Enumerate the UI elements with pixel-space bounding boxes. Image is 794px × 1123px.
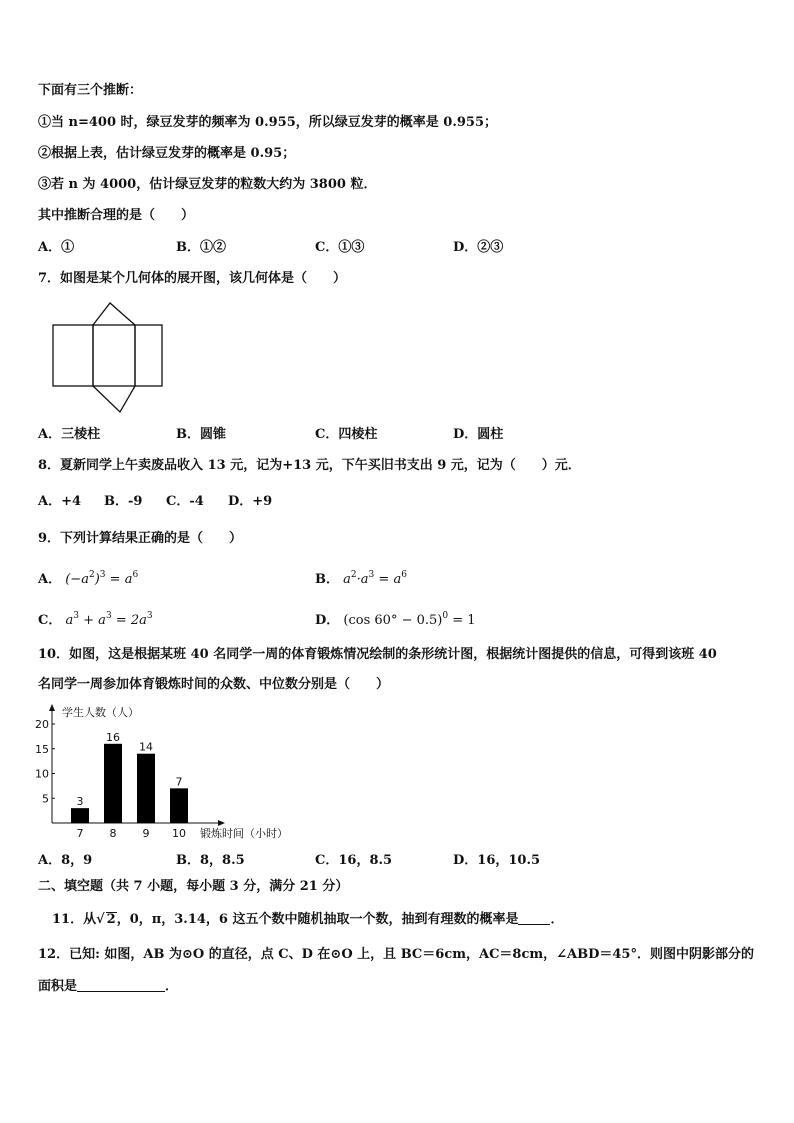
exercise-time-bar-chart xyxy=(34,702,324,844)
q9-option-a xyxy=(38,566,138,589)
x-axis-arrow xyxy=(218,820,225,826)
intro-question: 其中推断合理的是（ ） xyxy=(38,208,195,223)
y-tick-label-15: 15 xyxy=(35,742,49,756)
inference-2: ②根据上表，估计绿豆发芽的概率是 0.95； xyxy=(38,146,296,161)
y-axis-label: 学生人数（人） xyxy=(62,706,139,719)
q8-option-a: A．+4 xyxy=(38,494,82,509)
x-tick-label-8: 8 xyxy=(109,827,117,840)
q9-option-d-label: D． xyxy=(315,613,340,628)
q8-option-b: B．-9 xyxy=(104,494,143,509)
q9-option-a-label: A． xyxy=(38,572,62,587)
net-triangle-bottom xyxy=(93,386,135,412)
data-label-10: 7 xyxy=(175,775,183,789)
q8-option-c: C．-4 xyxy=(166,494,204,509)
intro-heading: 下面有三个推断： xyxy=(38,83,143,98)
data-label-9: 14 xyxy=(139,740,153,754)
q9-option-a-formula: $(-a^2)^3 = a^6$ xyxy=(65,570,139,587)
q11-stem: 11．从√ 2，0，π，3.14，6 这五个数中随机抽取一个数，抽到有理数的概率是 ． xyxy=(52,912,564,927)
q7-option-c: C．四棱柱 xyxy=(315,427,378,442)
inference-3: ③若 n 为 4000，估计绿豆发芽的粒数大约为 3800 粒． xyxy=(38,177,377,192)
intro-option-c: C．①③ xyxy=(315,240,365,255)
data-label-7: 3 xyxy=(76,795,84,809)
net-face-right xyxy=(135,325,162,386)
q9-option-d-formula: (cos 60° − 0.5)$^0$ = 1 xyxy=(343,611,476,628)
x-tick-label-7: 7 xyxy=(76,827,84,840)
q12-line2-prefix: 面积是 xyxy=(38,979,78,994)
bar-7 xyxy=(71,808,89,823)
q11-sqrt-arg: 2 xyxy=(106,912,116,927)
y-tick-label-10: 10 xyxy=(35,767,49,781)
y-tick-label-5: 5 xyxy=(42,792,49,806)
q9-option-b xyxy=(315,566,407,589)
x-axis-label: 锻炼时间（小时） xyxy=(200,827,288,840)
section2-title: 二、填空题（共 7 小题，每小题 3 分，满分 21 分） xyxy=(38,879,349,894)
net-triangle-top xyxy=(93,303,135,325)
q9-stem: 9．下列计算结果正确的是（ ） xyxy=(38,531,243,546)
q9-option-b-formula: $a^2\cdot a^3 = a^6$ xyxy=(343,570,407,587)
q10-option-d: D．16，10.5 xyxy=(453,853,541,868)
q12-line2 xyxy=(38,977,178,996)
intro-option-b: B．①② xyxy=(176,240,226,255)
q12-end: ． xyxy=(165,979,179,994)
q10-option-a: A．8，9 xyxy=(38,853,93,868)
bar-9 xyxy=(137,754,155,823)
bar-8 xyxy=(104,744,122,823)
q7-option-d: D．圆柱 xyxy=(453,427,504,442)
q11-end: ． xyxy=(550,912,564,927)
q11-prefix: 11．从 xyxy=(52,912,97,927)
q9-option-b-label: B． xyxy=(315,572,339,587)
bar-10 xyxy=(170,788,188,823)
q9-option-c-formula: $a^3 + a^3 = 2a^3$ xyxy=(65,611,153,628)
q7-option-b: B．圆锥 xyxy=(176,427,226,442)
q9-option-c xyxy=(38,607,153,630)
q10-stem-line1: 10．如图，这是根据某班 40 名同学一周的体育锻炼情况绘制的条形统计图，根据统计图提供的信息，可得到该班 40 xyxy=(38,647,717,662)
q7-option-a: A．三棱柱 xyxy=(38,427,101,442)
inference-1: ①当 n=400 时，绿豆发芽的频率为 0.955，所以绿豆发芽的概率是 0.955； xyxy=(38,115,497,130)
y-tick-label-20: 20 xyxy=(35,718,49,731)
x-tick-label-9: 9 xyxy=(142,827,150,840)
x-tick-label-10: 10 xyxy=(172,827,186,840)
q9-option-d xyxy=(315,607,476,630)
q8-option-d: D．+9 xyxy=(228,494,273,509)
q12-answer-blank xyxy=(77,977,165,992)
net-face-left xyxy=(53,325,93,386)
q9-option-c-label: C． xyxy=(38,613,62,628)
q10-option-c: C．16，8.5 xyxy=(315,853,393,868)
q11-suffix: ，0，π，3.14，6 这五个数中随机抽取一个数，抽到有理数的概率是 xyxy=(116,912,519,927)
q10-option-b: B．8，8.5 xyxy=(176,853,245,868)
intro-option-a: A．① xyxy=(38,240,75,255)
q7-stem: 7．如图是某个几何体的展开图，该几何体是（ ） xyxy=(38,271,347,286)
q10-stem-line2: 名同学一周参加体育锻炼时间的众数、中位数分别是（ ） xyxy=(38,677,390,692)
q8-stem: 8．夏新同学上午卖废品收入 13 元，记为+13 元，下午买旧书支出 9 元，记为（ ）元． xyxy=(38,458,581,473)
intro-option-d: D．②③ xyxy=(453,240,504,255)
y-axis-arrow xyxy=(49,704,55,711)
net-face-middle xyxy=(93,325,135,386)
data-label-8: 16 xyxy=(106,730,120,744)
q12-line1: 12．已知: 如图，AB 为⊙O 的直径，点 C、D 在⊙O 上，且 BC＝6cm，AC＝8cm，∠ABD＝45°．则图中阴影部分的 xyxy=(38,947,754,962)
prism-net-figure xyxy=(50,300,166,416)
q11-answer-blank xyxy=(518,910,550,925)
